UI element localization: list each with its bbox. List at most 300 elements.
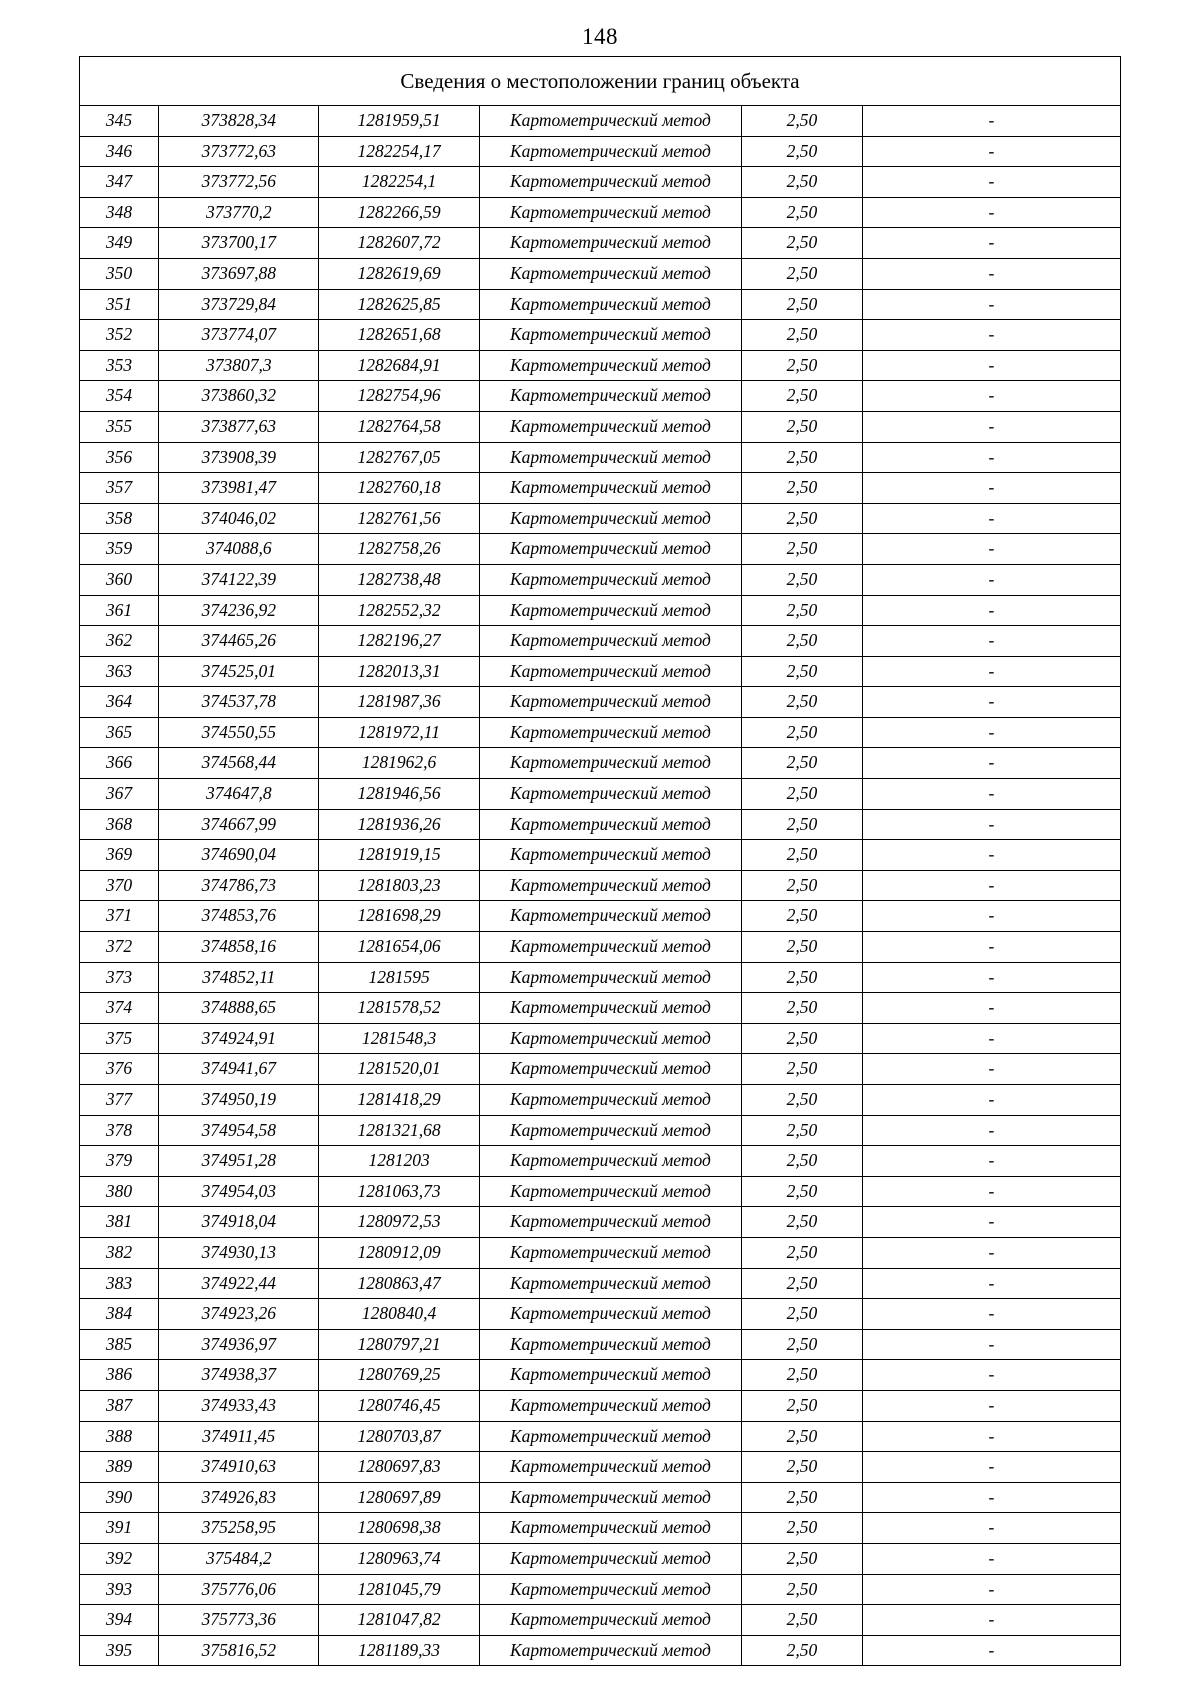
table-row [80, 1421, 1121, 1452]
cell-method: Картометрический метод [479, 258, 741, 289]
table-row [80, 1146, 1121, 1177]
cell-num: 369 [80, 840, 159, 871]
cell-x: 373770,2 [159, 197, 319, 228]
cell-desc: - [862, 106, 1120, 137]
cell-desc: - [862, 1360, 1120, 1391]
cell-y: 1282619,69 [319, 258, 479, 289]
cell-desc: - [862, 534, 1120, 565]
cell-method: Картометрический метод [479, 595, 741, 626]
cell-num: 395 [80, 1635, 159, 1666]
cell-mt: 2,50 [742, 901, 863, 932]
cell-num: 357 [80, 473, 159, 504]
cell-x: 374941,67 [159, 1054, 319, 1085]
cell-num: 386 [80, 1360, 159, 1391]
cell-method: Картометрический метод [479, 1574, 741, 1605]
cell-mt: 2,50 [742, 350, 863, 381]
cell-mt: 2,50 [742, 626, 863, 657]
cell-y: 1281321,68 [319, 1115, 479, 1146]
cell-mt: 2,50 [742, 228, 863, 259]
cell-x: 373860,32 [159, 381, 319, 412]
cell-desc: - [862, 870, 1120, 901]
table-row [80, 473, 1121, 504]
cell-desc: - [862, 473, 1120, 504]
table-row [80, 136, 1121, 167]
cell-desc: - [862, 1329, 1120, 1360]
cell-y: 1280697,83 [319, 1452, 479, 1483]
cell-num: 372 [80, 932, 159, 963]
cell-mt: 2,50 [742, 870, 863, 901]
cell-num: 374 [80, 993, 159, 1024]
cell-method: Картометрический метод [479, 1054, 741, 1085]
cell-method: Картометрический метод [479, 1329, 741, 1360]
cell-desc: - [862, 1023, 1120, 1054]
cell-method: Картометрический метод [479, 840, 741, 871]
cell-y: 1281946,56 [319, 779, 479, 810]
cell-desc: - [862, 1115, 1120, 1146]
cell-mt: 2,50 [742, 1574, 863, 1605]
cell-desc: - [862, 1513, 1120, 1544]
table-row [80, 564, 1121, 595]
table-row [80, 870, 1121, 901]
cell-y: 1282738,48 [319, 564, 479, 595]
cell-method: Картометрический метод [479, 1176, 741, 1207]
cell-desc: - [862, 1176, 1120, 1207]
cell-y: 1281520,01 [319, 1054, 479, 1085]
cell-x: 374954,58 [159, 1115, 319, 1146]
table-row [80, 1237, 1121, 1268]
cell-desc: - [862, 1390, 1120, 1421]
cell-x: 373981,47 [159, 473, 319, 504]
cell-y: 1280840,4 [319, 1299, 479, 1330]
table-row [80, 626, 1121, 657]
cell-method: Картометрический метод [479, 411, 741, 442]
cell-y: 1281203 [319, 1146, 479, 1177]
table-row [80, 258, 1121, 289]
table-row [80, 809, 1121, 840]
cell-x: 373908,39 [159, 442, 319, 473]
cell-y: 1280963,74 [319, 1543, 479, 1574]
cell-method: Картометрический метод [479, 1360, 741, 1391]
cell-num: 363 [80, 656, 159, 687]
cell-x: 373877,63 [159, 411, 319, 442]
cell-y: 1281698,29 [319, 901, 479, 932]
cell-mt: 2,50 [742, 1146, 863, 1177]
cell-y: 1280746,45 [319, 1390, 479, 1421]
cell-y: 1282607,72 [319, 228, 479, 259]
cell-desc: - [862, 1421, 1120, 1452]
cell-x: 374122,39 [159, 564, 319, 595]
cell-desc: - [862, 1237, 1120, 1268]
cell-x: 374924,91 [159, 1023, 319, 1054]
cell-method: Картометрический метод [479, 136, 741, 167]
cell-x: 374922,44 [159, 1268, 319, 1299]
table-row [80, 993, 1121, 1024]
cell-y: 1280912,09 [319, 1237, 479, 1268]
cell-desc: - [862, 962, 1120, 993]
cell-desc: - [862, 167, 1120, 198]
cell-y: 1281578,52 [319, 993, 479, 1024]
cell-x: 373772,56 [159, 167, 319, 198]
cell-method: Картометрический метод [479, 503, 741, 534]
table-row [80, 748, 1121, 779]
cell-desc: - [862, 197, 1120, 228]
cell-x: 375258,95 [159, 1513, 319, 1544]
cell-mt: 2,50 [742, 1054, 863, 1085]
cell-mt: 2,50 [742, 1237, 863, 1268]
cell-y: 1281962,6 [319, 748, 479, 779]
table-row [80, 106, 1121, 137]
cell-mt: 2,50 [742, 656, 863, 687]
cell-x: 374568,44 [159, 748, 319, 779]
cell-num: 354 [80, 381, 159, 412]
cell-num: 388 [80, 1421, 159, 1452]
cell-desc: - [862, 779, 1120, 810]
cell-method: Картометрический метод [479, 1421, 741, 1452]
table-row [80, 442, 1121, 473]
cell-mt: 2,50 [742, 197, 863, 228]
cell-y: 1282651,68 [319, 320, 479, 351]
cell-y: 1281189,33 [319, 1635, 479, 1666]
cell-desc: - [862, 1207, 1120, 1238]
cell-mt: 2,50 [742, 1268, 863, 1299]
cell-x: 373807,3 [159, 350, 319, 381]
cell-y: 1282552,32 [319, 595, 479, 626]
cell-x: 373772,63 [159, 136, 319, 167]
cell-desc: - [862, 993, 1120, 1024]
cell-x: 373700,17 [159, 228, 319, 259]
cell-x: 375484,2 [159, 1543, 319, 1574]
cell-num: 365 [80, 717, 159, 748]
table-row [80, 595, 1121, 626]
table-row [80, 167, 1121, 198]
cell-num: 350 [80, 258, 159, 289]
cell-y: 1281654,06 [319, 932, 479, 963]
table-row [80, 1054, 1121, 1085]
cell-x: 374853,76 [159, 901, 319, 932]
cell-x: 374933,43 [159, 1390, 319, 1421]
cell-num: 346 [80, 136, 159, 167]
cell-y: 1280698,38 [319, 1513, 479, 1544]
cell-num: 358 [80, 503, 159, 534]
cell-method: Картометрический метод [479, 228, 741, 259]
table-row [80, 1635, 1121, 1666]
cell-mt: 2,50 [742, 809, 863, 840]
cell-desc: - [862, 258, 1120, 289]
cell-x: 374046,02 [159, 503, 319, 534]
cell-desc: - [862, 656, 1120, 687]
table-row [80, 350, 1121, 381]
cell-method: Картометрический метод [479, 1085, 741, 1116]
cell-mt: 2,50 [742, 993, 863, 1024]
cell-method: Картометрический метод [479, 626, 741, 657]
cell-num: 391 [80, 1513, 159, 1544]
cell-num: 364 [80, 687, 159, 718]
cell-mt: 2,50 [742, 1085, 863, 1116]
cell-mt: 2,50 [742, 167, 863, 198]
cell-y: 1282758,26 [319, 534, 479, 565]
cell-method: Картометрический метод [479, 656, 741, 687]
cell-y: 1280797,21 [319, 1329, 479, 1360]
cell-x: 374550,55 [159, 717, 319, 748]
cell-num: 379 [80, 1146, 159, 1177]
cell-method: Картометрический метод [479, 381, 741, 412]
table-row [80, 717, 1121, 748]
cell-num: 376 [80, 1054, 159, 1085]
cell-method: Картометрический метод [479, 1513, 741, 1544]
cell-y: 1280972,53 [319, 1207, 479, 1238]
cell-method: Картометрический метод [479, 1543, 741, 1574]
table-row [80, 962, 1121, 993]
cell-mt: 2,50 [742, 962, 863, 993]
cell-num: 353 [80, 350, 159, 381]
cell-x: 374911,45 [159, 1421, 319, 1452]
cell-method: Картометрический метод [479, 442, 741, 473]
cell-num: 360 [80, 564, 159, 595]
cell-desc: - [862, 901, 1120, 932]
cell-y: 1280769,25 [319, 1360, 479, 1391]
page-number: 148 [582, 24, 618, 49]
cell-y: 1282254,17 [319, 136, 479, 167]
cell-num: 387 [80, 1390, 159, 1421]
cell-method: Картометрический метод [479, 1237, 741, 1268]
cell-y: 1282254,1 [319, 167, 479, 198]
cell-mt: 2,50 [742, 1543, 863, 1574]
cell-num: 347 [80, 167, 159, 198]
cell-num: 384 [80, 1299, 159, 1330]
cell-method: Картометрический метод [479, 809, 741, 840]
cell-mt: 2,50 [742, 1635, 863, 1666]
table-row [80, 289, 1121, 320]
cell-mt: 2,50 [742, 381, 863, 412]
cell-desc: - [862, 1146, 1120, 1177]
table-row [80, 901, 1121, 932]
cell-mt: 2,50 [742, 779, 863, 810]
table-row [80, 503, 1121, 534]
cell-y: 1281936,26 [319, 809, 479, 840]
cell-x: 374852,11 [159, 962, 319, 993]
cell-num: 368 [80, 809, 159, 840]
cell-mt: 2,50 [742, 717, 863, 748]
cell-method: Картометрический метод [479, 932, 741, 963]
border-coordinates-table [79, 56, 1121, 1666]
cell-x: 374951,28 [159, 1146, 319, 1177]
cell-desc: - [862, 136, 1120, 167]
cell-num: 378 [80, 1115, 159, 1146]
cell-x: 373729,84 [159, 289, 319, 320]
cell-y: 1281803,23 [319, 870, 479, 901]
cell-num: 345 [80, 106, 159, 137]
cell-mt: 2,50 [742, 258, 863, 289]
cell-mt: 2,50 [742, 564, 863, 595]
cell-x: 374950,19 [159, 1085, 319, 1116]
cell-desc: - [862, 1299, 1120, 1330]
cell-y: 1282760,18 [319, 473, 479, 504]
cell-num: 392 [80, 1543, 159, 1574]
table-row [80, 197, 1121, 228]
cell-mt: 2,50 [742, 840, 863, 871]
cell-num: 361 [80, 595, 159, 626]
cell-mt: 2,50 [742, 1421, 863, 1452]
cell-method: Картометрический метод [479, 167, 741, 198]
table-row [80, 656, 1121, 687]
table-row [80, 840, 1121, 871]
cell-desc: - [862, 350, 1120, 381]
cell-y: 1281972,11 [319, 717, 479, 748]
cell-num: 359 [80, 534, 159, 565]
cell-x: 374923,26 [159, 1299, 319, 1330]
border-coordinates-table-container [79, 56, 1121, 1666]
cell-mt: 2,50 [742, 1115, 863, 1146]
cell-x: 373774,07 [159, 320, 319, 351]
cell-num: 377 [80, 1085, 159, 1116]
cell-y: 1282266,59 [319, 197, 479, 228]
cell-desc: - [862, 1574, 1120, 1605]
cell-num: 352 [80, 320, 159, 351]
cell-mt: 2,50 [742, 106, 863, 137]
cell-x: 374786,73 [159, 870, 319, 901]
cell-y: 1281987,36 [319, 687, 479, 718]
table-row [80, 1207, 1121, 1238]
cell-x: 374918,04 [159, 1207, 319, 1238]
cell-method: Картометрический метод [479, 564, 741, 595]
cell-x: 375773,36 [159, 1605, 319, 1636]
table-row [80, 687, 1121, 718]
cell-y: 1282761,56 [319, 503, 479, 534]
cell-mt: 2,50 [742, 1360, 863, 1391]
table-row [80, 1329, 1121, 1360]
cell-x: 374938,37 [159, 1360, 319, 1391]
cell-desc: - [862, 1543, 1120, 1574]
cell-mt: 2,50 [742, 534, 863, 565]
cell-num: 382 [80, 1237, 159, 1268]
cell-x: 374910,63 [159, 1452, 319, 1483]
cell-mt: 2,50 [742, 442, 863, 473]
cell-num: 389 [80, 1452, 159, 1483]
cell-method: Картометрический метод [479, 779, 741, 810]
cell-num: 381 [80, 1207, 159, 1238]
cell-num: 356 [80, 442, 159, 473]
cell-desc: - [862, 381, 1120, 412]
cell-desc: - [862, 228, 1120, 259]
cell-desc: - [862, 809, 1120, 840]
cell-method: Картометрический метод [479, 1605, 741, 1636]
cell-num: 370 [80, 870, 159, 901]
cell-desc: - [862, 289, 1120, 320]
cell-y: 1281418,29 [319, 1085, 479, 1116]
table-row [80, 1268, 1121, 1299]
table-row [80, 381, 1121, 412]
cell-y: 1281548,3 [319, 1023, 479, 1054]
cell-mt: 2,50 [742, 1023, 863, 1054]
cell-x: 373828,34 [159, 106, 319, 137]
cell-num: 383 [80, 1268, 159, 1299]
cell-num: 373 [80, 962, 159, 993]
cell-x: 374926,83 [159, 1482, 319, 1513]
table-row [80, 1360, 1121, 1391]
cell-method: Картометрический метод [479, 106, 741, 137]
cell-desc: - [862, 840, 1120, 871]
cell-desc: - [862, 442, 1120, 473]
cell-mt: 2,50 [742, 1207, 863, 1238]
cell-method: Картометрический метод [479, 197, 741, 228]
cell-x: 374667,99 [159, 809, 319, 840]
cell-x: 375776,06 [159, 1574, 319, 1605]
cell-desc: - [862, 1085, 1120, 1116]
cell-method: Картометрический метод [479, 1635, 741, 1666]
cell-x: 374954,03 [159, 1176, 319, 1207]
table-row [80, 320, 1121, 351]
cell-y: 1282684,91 [319, 350, 479, 381]
cell-desc: - [862, 717, 1120, 748]
cell-mt: 2,50 [742, 503, 863, 534]
cell-mt: 2,50 [742, 687, 863, 718]
cell-mt: 2,50 [742, 932, 863, 963]
cell-method: Картометрический метод [479, 1146, 741, 1177]
cell-num: 390 [80, 1482, 159, 1513]
cell-mt: 2,50 [742, 1329, 863, 1360]
cell-x: 374888,65 [159, 993, 319, 1024]
table-row [80, 1299, 1121, 1330]
cell-y: 1281595 [319, 962, 479, 993]
cell-desc: - [862, 748, 1120, 779]
cell-mt: 2,50 [742, 1605, 863, 1636]
table-body [80, 106, 1121, 1666]
cell-desc: - [862, 1452, 1120, 1483]
cell-x: 374690,04 [159, 840, 319, 871]
table-row [80, 1085, 1121, 1116]
cell-num: 351 [80, 289, 159, 320]
cell-mt: 2,50 [742, 289, 863, 320]
cell-num: 394 [80, 1605, 159, 1636]
cell-x: 374465,26 [159, 626, 319, 657]
table-row [80, 1390, 1121, 1421]
table-row [80, 779, 1121, 810]
cell-method: Картометрический метод [479, 473, 741, 504]
cell-mt: 2,50 [742, 320, 863, 351]
cell-method: Картометрический метод [479, 1268, 741, 1299]
cell-desc: - [862, 687, 1120, 718]
cell-y: 1282013,31 [319, 656, 479, 687]
cell-y: 1281959,51 [319, 106, 479, 137]
cell-y: 1281045,79 [319, 1574, 479, 1605]
cell-desc: - [862, 1482, 1120, 1513]
cell-desc: - [862, 320, 1120, 351]
cell-num: 375 [80, 1023, 159, 1054]
cell-y: 1282764,58 [319, 411, 479, 442]
table-row [80, 228, 1121, 259]
cell-mt: 2,50 [742, 1176, 863, 1207]
cell-y: 1281919,15 [319, 840, 479, 871]
table-row [80, 1513, 1121, 1544]
cell-method: Картометрический метод [479, 350, 741, 381]
cell-method: Картометрический метод [479, 320, 741, 351]
table-row [80, 1176, 1121, 1207]
cell-num: 385 [80, 1329, 159, 1360]
cell-y: 1282625,85 [319, 289, 479, 320]
cell-method: Картометрический метод [479, 1452, 741, 1483]
cell-method: Картометрический метод [479, 962, 741, 993]
table-row [80, 932, 1121, 963]
cell-desc: - [862, 1268, 1120, 1299]
cell-method: Картометрический метод [479, 1023, 741, 1054]
table-row [80, 411, 1121, 442]
cell-method: Картометрический метод [479, 687, 741, 718]
table-row [80, 1482, 1121, 1513]
cell-method: Картометрический метод [479, 1390, 741, 1421]
cell-method: Картометрический метод [479, 748, 741, 779]
cell-num: 380 [80, 1176, 159, 1207]
table-title: Сведения о местоположении границ объекта [80, 57, 1121, 106]
